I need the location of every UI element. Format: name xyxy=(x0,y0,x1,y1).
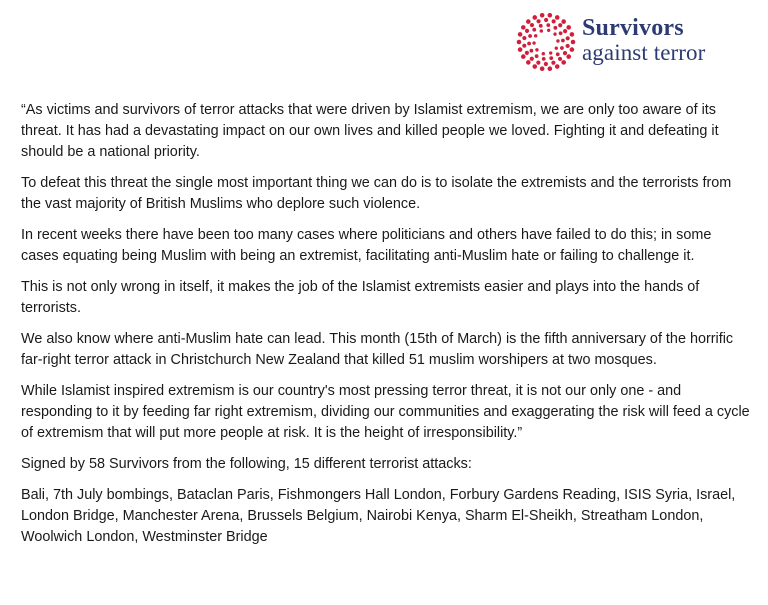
statement-paragraph-4: This is not only wrong in itself, it makes the job of the Islamist extremists easier and plays into the hands of terrorists. xyxy=(21,279,700,316)
logo-dot xyxy=(548,13,553,18)
logo-dot xyxy=(560,46,564,50)
logo-dot xyxy=(556,52,560,56)
logo-dot xyxy=(566,25,571,30)
statement-paragraph-2: To defeat this threat the single most important thing we can do is to isolate the extremists and the terrorists from the vast majority of British Muslims who deplore such violence. xyxy=(21,175,732,212)
logo-dot xyxy=(555,64,560,69)
logo-dot xyxy=(544,62,548,66)
logo-dot xyxy=(549,51,552,54)
logo-dot xyxy=(532,64,537,69)
logo-dot xyxy=(539,24,543,28)
logo-dot xyxy=(542,52,545,55)
logo-dot xyxy=(534,34,537,37)
logo-dot xyxy=(553,32,556,35)
logo-dot xyxy=(555,46,558,49)
logo-dot xyxy=(530,23,534,27)
logo-dot xyxy=(558,57,562,61)
logo-dot xyxy=(532,15,537,20)
logo-dot xyxy=(546,23,550,27)
statement-body xyxy=(21,100,751,558)
logo-dot xyxy=(521,25,526,30)
logo-dot xyxy=(540,66,545,71)
logo-dot xyxy=(536,61,540,65)
logo-line-2: against terror xyxy=(582,40,706,65)
statement-paragraph-5: We also know where anti-Muslim hate can lead. This month (15th of March) is the fifth anniversary of the horrific far-right terror attack in Christchurch New Zealand that killed 51 muslim worshipers at two mosques. xyxy=(21,331,734,368)
logo-dot xyxy=(518,47,523,52)
logo-dot xyxy=(522,44,526,48)
logo-dot xyxy=(521,54,526,59)
logo-dot xyxy=(532,41,535,44)
logo-dot xyxy=(566,44,570,48)
logo-mark-icon xyxy=(516,12,576,72)
logo-dot xyxy=(532,28,536,32)
attack-list: Bali, 7th July bombings, Bataclan Paris, Fishmongers Hall London, Forbury Gardens Reading, ISIS Syria, Israel, London Bridge, Manchester Arena, Brussels Belgium, Nairobi Kenya, Sharm El-Sheikh, Streatham London, Woolwich London, Westminster Bridge xyxy=(21,487,736,545)
logo-dot xyxy=(540,29,543,32)
statement-paragraph-6: While Islamist inspired extremism is our country's most pressing terror threat, it is not our only one - and responding to it by feeding far right extremism, dividing our communities and exaggerating the risk will feed a cycle of extremism that will put more people at risk. It is the height of irresponsibility.” xyxy=(21,383,750,441)
logo-dot xyxy=(559,31,563,35)
logo-dot xyxy=(566,54,571,59)
logo-dot xyxy=(536,19,540,23)
logo-dot xyxy=(561,19,566,24)
logo-dot xyxy=(547,29,550,32)
logo-dot xyxy=(556,39,559,42)
logo-dot xyxy=(535,48,538,51)
logo-dot xyxy=(517,40,522,45)
logo-dot xyxy=(566,36,570,40)
logo-dot xyxy=(535,54,539,58)
statement-paragraph-1: “As victims and survivors of terror attacks that were driven by Islamist extremism, we are only too aware of its threat. It has had a devastating impact on our own lives and killed people we loved. Fighting it and defeating it should be a national priority. xyxy=(21,102,719,160)
logo-dot xyxy=(553,26,557,30)
logo-dot xyxy=(552,19,556,23)
logo-dot xyxy=(571,40,576,45)
logo-dot xyxy=(542,57,546,61)
logo-dot xyxy=(522,36,526,40)
logo-dot xyxy=(548,66,553,71)
header xyxy=(0,0,768,92)
logo-dot xyxy=(551,61,555,65)
logo-dot xyxy=(561,39,565,43)
logo-dot xyxy=(530,49,534,53)
logo-dot xyxy=(518,32,523,37)
logo-line-1: Survivors xyxy=(582,15,684,41)
logo-dot xyxy=(544,18,548,22)
survivors-against-terror-logo xyxy=(516,12,731,74)
logo-dot xyxy=(555,15,560,20)
logo-dot xyxy=(563,29,567,33)
logo-dot xyxy=(561,60,566,65)
logo-dot xyxy=(527,42,531,46)
logo-dot xyxy=(526,19,531,24)
logo-dot xyxy=(549,56,553,60)
logo-dot xyxy=(530,57,534,61)
logo-dot xyxy=(525,29,529,33)
logo-wordmark xyxy=(582,16,705,64)
signatories-heading: Signed by 58 Survivors from the following, 15 different terrorist attacks: xyxy=(21,456,472,472)
logo-dot xyxy=(526,60,531,65)
logo-dot xyxy=(558,23,562,27)
logo-dot xyxy=(525,51,529,55)
logo-dot xyxy=(563,51,567,55)
logo-dot xyxy=(570,47,575,52)
logo-dot xyxy=(528,34,532,38)
logo-dot xyxy=(540,13,545,18)
statement-paragraph-3: In recent weeks there have been too many cases where politicians and others have failed to do this; in some cases equating being Muslim with being an extremist, facilitating anti-Muslim hate or failing to challenge it. xyxy=(21,227,712,264)
logo-dot xyxy=(570,32,575,37)
